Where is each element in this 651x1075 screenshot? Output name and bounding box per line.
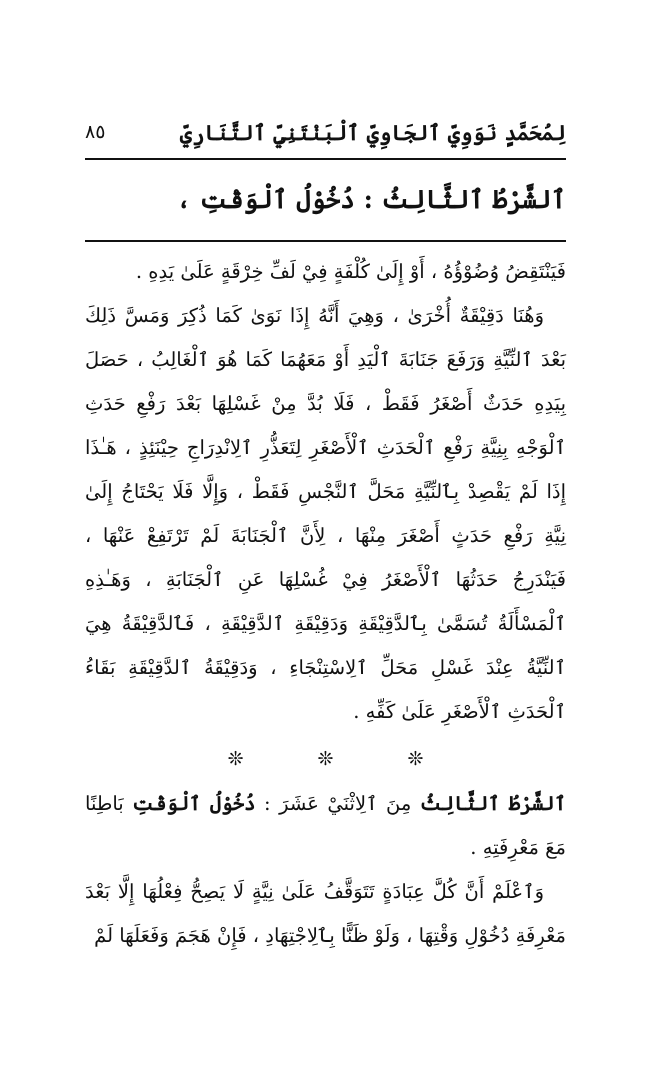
section-rule bbox=[85, 240, 566, 242]
section-separator bbox=[85, 738, 566, 780]
condition-heading-middle: مِنَ ٱلِاثْنَيْ عَشَرَ : bbox=[255, 792, 420, 815]
separator-star-icon: ❊ bbox=[317, 748, 334, 770]
section-heading: ٱلشَّرْطُ ٱلثَّالِثُ : دُخُوْلُ ٱلْوَقْتِ ، bbox=[176, 184, 566, 214]
paragraph-continuation: فَيَنْتَقِضُ وُضُوْؤُهُ ، أَوْ إِلَىٰ كُلْفَةٍ فِيْ لَفِّ خِرْقَةٍ عَلَىٰ يَدِهِ . bbox=[135, 260, 566, 283]
condition-heading bbox=[85, 782, 566, 870]
separator-star-icon: ❊ bbox=[227, 748, 244, 770]
separator-star-icon: ❊ bbox=[407, 748, 424, 770]
paragraph-final: وَٱعْلَمْ أَنَّ كُلَّ عِبَادَةٍ تَتَوَقَّفُ عَلَىٰ نِيَّةٍ لَا يَصِحُّ فِعْلُهَا إِلَّا بَعْدَ مَعْرِفَةِ دُخُوْلِ وَقْتِهَا ، وَلَوْ ظَنًّا بِٱلِاجْتِهَادِ ، فَإِنْ هَجَمَ وَفَعَلَهَا لَمْ bbox=[85, 880, 566, 947]
header-rule bbox=[85, 158, 566, 160]
condition-heading-rest: بَاطِنًا مَعَ مَعْرِفَتِهِ . bbox=[85, 792, 566, 859]
main-text bbox=[85, 250, 566, 958]
condition-heading-title: دُخُوْلُ ٱلْوَقْتِ bbox=[132, 792, 256, 815]
condition-heading-lead: ٱلشَّرْطُ ٱلثَّالِثُ bbox=[419, 792, 566, 815]
page-number: ٨٥ bbox=[85, 121, 106, 143]
paragraph-subtlety: وَهُنَا دَقِيْقَةٌ أُخْرَىٰ ، وَهِيَ أَنَّهُ إِذَا نَوَىٰ كَمَا ذُكِرَ وَمَسَّ ذَلِكَ بَعْدَ ٱلنِّيَّةِ وَرَفَعَ جَنَابَةَ ٱلْيَدِ أَوْ مَعَهُمَا كَمَا هُوَ ٱلْغَالِبُ ، حَصَلَ بِيَدِهِ حَدَثٌ أَصْغَرُ فَقَطْ ، فَلَا بُدَّ مِنْ غَسْلِهَا بَعْدَ رَفْعِ حَدَثِ ٱلْوَجْهِ بِنِيَّةِ رَفْعِ ٱلْحَدَثِ ٱلْأَصْغَرِ لِتَعَذُّرِ ٱلِانْدِرَاجِ حِيْنَئِذٍ ، هَـٰذَا إِذَا لَمْ يَقْصِدْ بِٱلنِّيَّةِ مَحَلَّ ٱلنَّجْسِ فَقَطْ ، وَإِلَّا فَلَا يَحْتَاجُ إِلَىٰ نِيَّةِ رَفْعِ حَدَثٍ أَصْغَرَ مِنْهَا ، لِأَنَّ ٱلْجَنَابَةَ لَمْ تَرْتَفِعْ عَنْهَا ، فَيَنْدَرِجُ حَدَثُهَا ٱلْأَصْغَرُ فِيْ غُسْلِهَا عَنِ ٱلْجَنَابَةِ ، وَهَـٰذِهِ ٱلْمَسْأَلَةُ تُسَمَّىٰ بِٱلدَّقِيْقَةِ وَدَقِيْقَةِ ٱلدَّقِيْقَةِ ، فَٱلدَّقِيْقَةُ هِيَ ٱلنِّيَّةُ عِنْدَ غَسْلِ مَحَلِّ ٱلِاسْتِنْجَاءِ ، وَدَقِيْقَةُ ٱلدَّقِيْقَةِ بَقَاءُ ٱلْحَدَثِ ٱلْأَصْغَرِ عَلَىٰ كَفِّهِ . bbox=[85, 304, 566, 723]
running-title: لِمُحَمَّدٍ نَوَوِيِّ ٱلجَاوِيِّ ٱلْبَنْتَنِيِّ ٱلتَّنَارِيِّ bbox=[179, 119, 566, 145]
page-header bbox=[85, 112, 566, 152]
